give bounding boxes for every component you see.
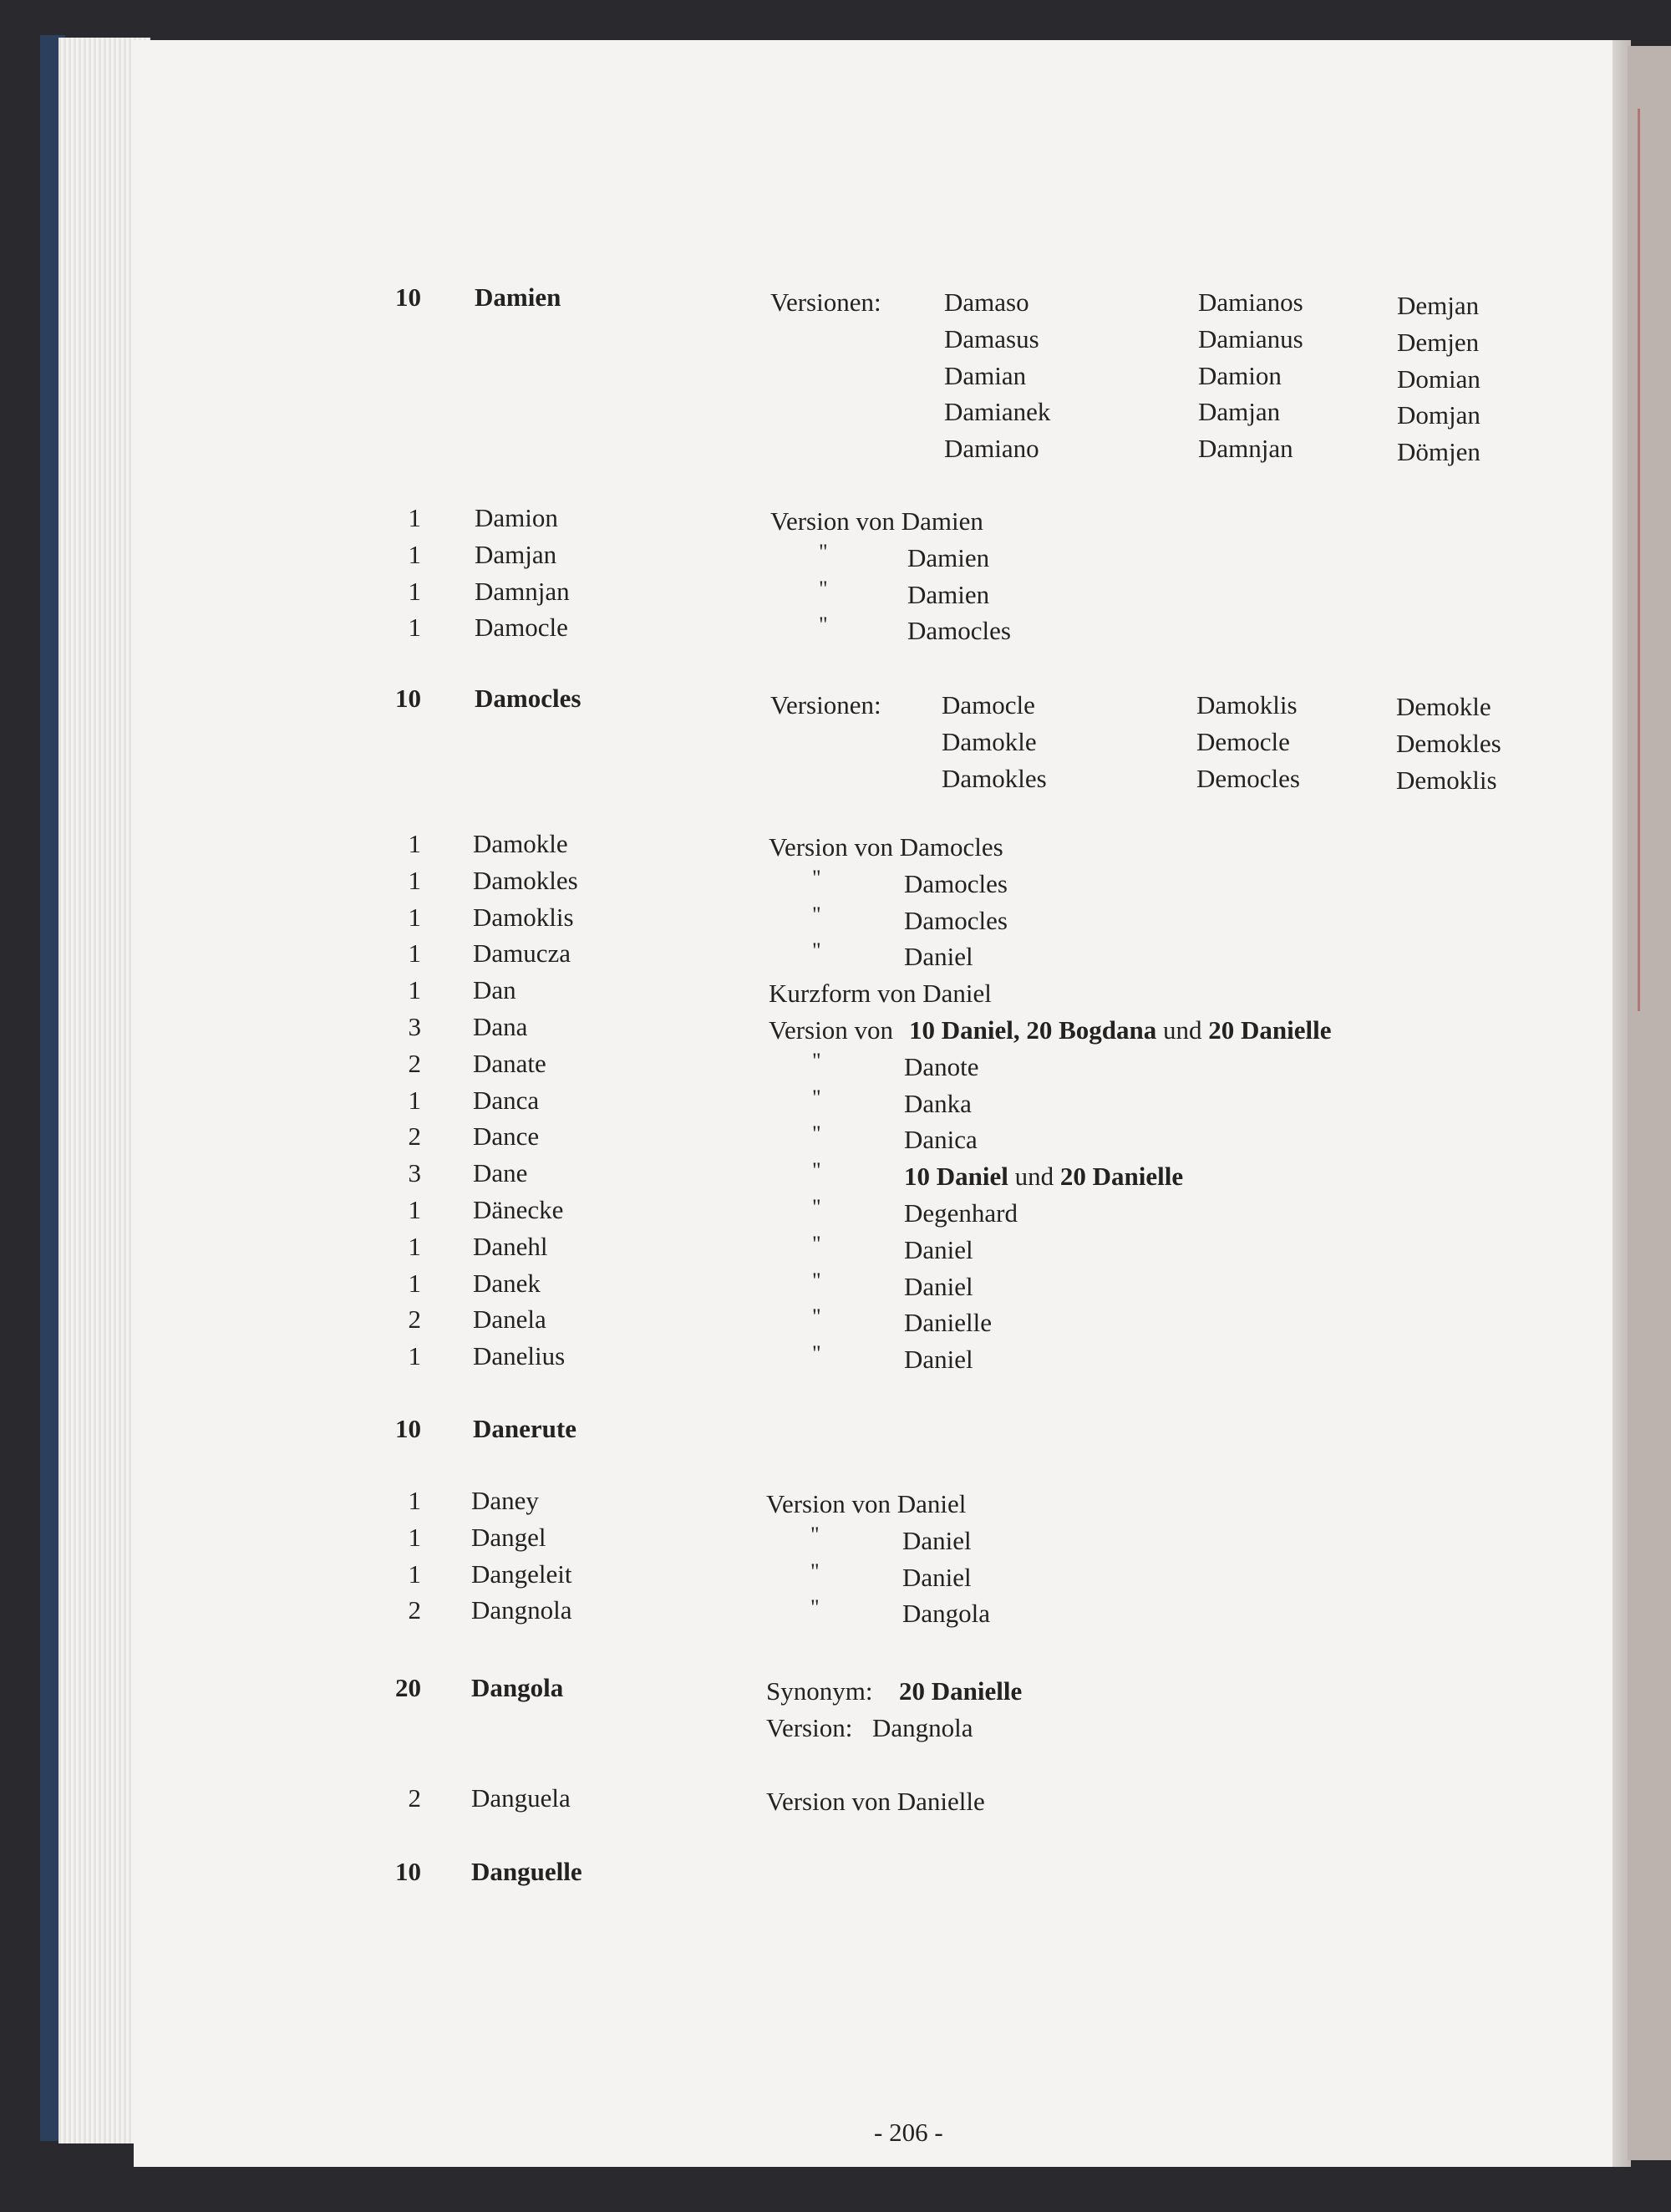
entry-number: 1 (408, 1522, 421, 1552)
page-number: - 206 - (874, 2118, 943, 2147)
entry-number: 1 (408, 1486, 421, 1515)
entry-number: 20 (395, 1673, 421, 1702)
entry-number: 1 (408, 539, 421, 569)
version-item: Domian (1397, 364, 1481, 394)
ditto-mark: " (812, 902, 821, 927)
entry-name: Danek (473, 1268, 541, 1298)
entry-number: 10 (395, 684, 421, 713)
version-item: Damasus (944, 323, 1039, 353)
entry-number: 2 (408, 1595, 421, 1625)
version-item: Demokles (1396, 728, 1501, 758)
entry-number: 1 (408, 865, 421, 895)
entry-number: 1 (408, 1341, 421, 1371)
entry-name: Dane (473, 1158, 528, 1188)
entry-name: Danate (473, 1048, 546, 1078)
entry-name: Danehl (473, 1231, 548, 1261)
version-item: Damian (944, 360, 1027, 390)
entry-name: Danerute (473, 1414, 576, 1443)
entry-reference: Dangola (902, 1599, 991, 1629)
entry-number: 10 (395, 1414, 421, 1443)
entry-name: Danguelle (471, 1857, 582, 1886)
book-page (134, 40, 1613, 2167)
entry-name: Damjan (475, 539, 557, 569)
entry-reference (904, 1162, 1184, 1192)
entry-number: 10 (395, 1857, 421, 1886)
entry-number: 1 (408, 1559, 421, 1589)
bookmark-ribbon (1638, 109, 1640, 1011)
entry-number: 1 (408, 576, 421, 606)
entry-name: Dangeleit (471, 1559, 572, 1589)
ditto-mark: " (810, 1595, 820, 1620)
ditto-mark: " (812, 1121, 821, 1147)
reference-name: 20 Danielle (1208, 1015, 1332, 1045)
entry-name: Dangel (471, 1522, 546, 1552)
ditto-mark: " (812, 1195, 821, 1219)
versions-label: Versionen: (770, 690, 881, 720)
version-item: Demjan (1397, 291, 1480, 320)
version-item: Demoklis (1396, 765, 1497, 795)
entry-name: Damocles (475, 684, 582, 713)
entry-name: Damokle (473, 829, 568, 858)
entry-name: Dangnola (471, 1595, 572, 1625)
entry-name: Dan (473, 975, 516, 1005)
entry-reference: Damocles (907, 616, 1011, 646)
entry-number: 1 (408, 975, 421, 1005)
synonym-label: Synonym: (766, 1676, 873, 1706)
ditto-mark: " (812, 1231, 821, 1256)
ditto-mark: " (812, 1304, 821, 1330)
synonym-value: 20 Danielle (899, 1676, 1023, 1706)
entry-name: Danela (473, 1304, 546, 1335)
ditto-mark: " (819, 576, 828, 601)
version-item: Domjan (1397, 400, 1481, 430)
version-item: Dömjen (1397, 437, 1481, 467)
entry-name: Dana (473, 1012, 528, 1041)
version-item: Damoklis (1196, 690, 1298, 720)
version-item: Demjen (1397, 327, 1480, 357)
version-item: Damianos (1198, 287, 1303, 317)
entry-reference-lead: Version von (769, 1015, 893, 1045)
ditto-mark: " (810, 1522, 820, 1547)
entry-reference: Daniel (902, 1525, 972, 1555)
reference-connector: und (1156, 1015, 1209, 1045)
entry-reference (909, 1017, 1332, 1043)
entry-number: 3 (408, 1012, 421, 1041)
ditto-mark: " (819, 613, 828, 638)
entry-reference: Daniel (904, 1271, 973, 1301)
version-item: Democles (1196, 763, 1300, 793)
entry-reference: Damocles (904, 905, 1008, 935)
entry-number: 1 (408, 902, 421, 932)
entry-reference: Daniel (902, 1562, 972, 1592)
entry-name: Damucza (473, 938, 571, 969)
version-item: Damaso (944, 287, 1029, 317)
entry-number: 2 (408, 1121, 421, 1152)
entry-reference: Degenhard (904, 1198, 1018, 1228)
ditto-mark: " (812, 1048, 821, 1073)
reference-name: 10 Daniel, 20 Bogdana (909, 1015, 1157, 1045)
version-item: Damokle (942, 726, 1037, 756)
version-item: Damocle (942, 690, 1035, 720)
entry-name: Danelius (473, 1341, 566, 1371)
entry-name: Damokles (473, 865, 578, 895)
entry-number: 3 (408, 1158, 421, 1188)
entry-name: Danca (473, 1085, 540, 1115)
entry-reference: Version von Danielle (766, 1787, 985, 1816)
version-item: Damiano (944, 434, 1039, 464)
entry-name: Dänecke (473, 1195, 564, 1224)
entry-name: Daney (471, 1486, 539, 1515)
version-item: Demokle (1396, 692, 1491, 721)
versions-label: Versionen: (770, 287, 881, 317)
entry-reference: Kurzform von Daniel (769, 979, 992, 1009)
entry-number: 2 (408, 1304, 421, 1335)
entry-reference: Version von Daniel (766, 1489, 967, 1518)
entry-number: 2 (408, 1048, 421, 1078)
entry-number: 1 (408, 1085, 421, 1115)
entry-reference: Damocles (904, 868, 1008, 898)
reference-connector: und (1008, 1162, 1060, 1192)
version-item: Democle (1196, 726, 1290, 756)
entry-name: Damnjan (475, 576, 570, 606)
opposite-page-edge (1628, 46, 1671, 2160)
entry-reference: Daniel (904, 942, 973, 972)
entry-reference: Daniel (904, 1234, 973, 1264)
ditto-mark: " (812, 1158, 821, 1183)
version-item: Damianus (1198, 323, 1303, 353)
entry-number: 1 (408, 938, 421, 969)
entry-name: Dance (473, 1121, 540, 1152)
entry-number: 1 (408, 1231, 421, 1261)
entry-number: 1 (408, 1195, 421, 1224)
entry-name: Damion (475, 503, 558, 532)
entry-reference: Version von Damocles (769, 832, 1003, 862)
version-value: Dangnola (872, 1713, 973, 1742)
ditto-mark: " (819, 539, 828, 564)
reference-name: 20 Danielle (1059, 1162, 1184, 1192)
entry-reference: Danica (904, 1125, 978, 1155)
ditto-mark: " (812, 1341, 821, 1366)
entry-reference: Danote (904, 1051, 979, 1081)
entry-number: 1 (408, 613, 421, 643)
ditto-mark: " (812, 938, 821, 964)
entry-reference: Damien (907, 579, 990, 609)
entry-name: Damoklis (473, 902, 574, 932)
entry-reference: Damien (907, 542, 990, 572)
version-item: Damion (1198, 360, 1282, 390)
entry-name: Danguela (471, 1783, 571, 1813)
reference-name: 10 Daniel (904, 1162, 1008, 1192)
ditto-mark: " (812, 865, 821, 890)
version-item: Damjan (1198, 397, 1281, 427)
version-label: Version: (766, 1713, 853, 1742)
entry-reference: Danka (904, 1088, 972, 1118)
version-item: Damokles (942, 763, 1047, 793)
ditto-mark: " (812, 1268, 821, 1293)
ditto-mark: " (810, 1559, 820, 1584)
entry-number: 1 (408, 829, 421, 858)
entry-reference: Version von Damien (770, 506, 983, 536)
entry-number: 1 (408, 503, 421, 532)
ditto-mark: " (812, 1085, 821, 1110)
entry-name: Damocle (475, 613, 568, 643)
entry-name: Dangola (471, 1673, 564, 1702)
entry-number: 10 (395, 282, 421, 312)
entry-reference: Daniel (904, 1345, 973, 1375)
entry-name: Damien (475, 282, 561, 312)
entry-number: 2 (408, 1783, 421, 1813)
entry-reference: Danielle (904, 1308, 993, 1338)
entry-number: 1 (408, 1268, 421, 1298)
version-item: Damianek (944, 397, 1051, 427)
version-item: Damnjan (1198, 434, 1293, 464)
